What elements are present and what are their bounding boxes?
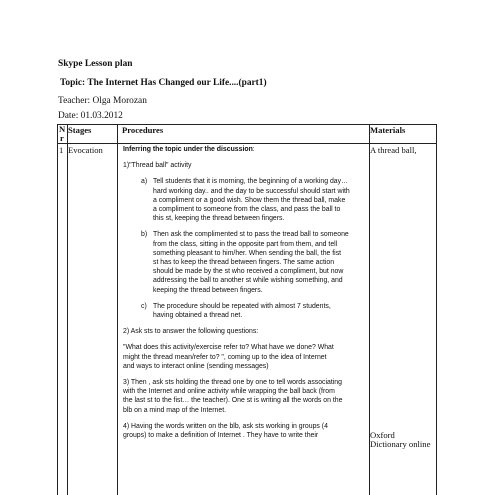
- item-line: st has to keep the thread between fingers. The same action: [153, 259, 335, 267]
- doc-title: Skype Lesson plan: [58, 59, 133, 69]
- header-nr-top: N: [59, 124, 66, 134]
- step-2: 2) Ask sts to answer the following questions:: [123, 328, 259, 336]
- materials-oxford-line2: Dictionary online: [370, 439, 431, 449]
- item-label: a): [141, 178, 148, 186]
- item-line: having obtained a thread net.: [153, 312, 243, 320]
- step-2-quote-line: might the thread mean/refer to? ", coming up to the idea of Internet: [123, 353, 327, 361]
- item-line: should be made by the st who received a compliment, but now: [153, 268, 344, 276]
- item-line: Tell students that it is morning, the beginning of a working day…: [153, 178, 348, 186]
- step-4-line: groups) to make a definition of Internet . They have to write their: [123, 432, 319, 440]
- header-row-divider: [58, 143, 436, 144]
- item-line: something pleasant to him/her. When sending the ball, the fist: [153, 249, 342, 257]
- activity-title: 1)"Thread ball" activity: [123, 162, 192, 170]
- materials-oxford-line1: Oxford: [370, 430, 395, 440]
- column-divider: [117, 125, 118, 495]
- column-divider: [67, 125, 68, 495]
- step-2-quote-line: "What does this activity/exercise refer to? What have we done? What: [123, 344, 334, 352]
- materials-thread-ball: A thread ball,: [370, 145, 417, 155]
- header-materials: Materials: [370, 125, 406, 135]
- procedures-cell: [123, 145, 365, 440]
- row-number: 1: [59, 145, 64, 155]
- item-label: c): [141, 302, 147, 310]
- step-3-line: with the Internet and online activity while wrapping the ball back (from: [123, 388, 335, 396]
- header-stages: Stages: [68, 125, 92, 135]
- item-line: keeping the thread between fingers.: [153, 286, 263, 294]
- procedure-heading-colon: :: [252, 146, 255, 153]
- item-line: The procedure should be repeated with almost 7 students,: [153, 302, 331, 310]
- item-line: this st, keeping the thread between fingers.: [153, 215, 285, 223]
- procedure-heading-text: Inferring the topic under the discussion: [123, 146, 253, 153]
- stage-evocation: Evocation: [68, 145, 103, 155]
- step-4-line: 4) Having the words written on the blb, ask sts working in groups (4: [123, 422, 328, 430]
- step-3-line: blb on a mind map of the Internet.: [123, 406, 227, 414]
- header-procedures: Procedures: [122, 125, 164, 135]
- step-3-line: the last st to the fist… the teacher). One st is writing all the words on the: [123, 397, 343, 405]
- teacher-line: Teacher: Olga Morozan: [58, 96, 147, 106]
- procedure-item-a: [123, 177, 365, 223]
- item-line: a compliment or a good wish. Show them the thread ball, make: [153, 196, 346, 204]
- item-line: a compliment to someone from the class, and pass the ball to: [153, 206, 341, 214]
- procedure-heading: [123, 145, 365, 154]
- item-line: addressing the ball to another st while wishing something, and: [153, 277, 343, 285]
- item-line: Then ask the complimented st to pass the tread ball to someone: [153, 231, 349, 239]
- date-line: Date: 01.03.2012: [58, 111, 123, 121]
- procedure-item-b: [123, 230, 365, 294]
- procedure-item-c: [123, 302, 365, 320]
- topic-line: Topic: The Internet Has Changed our Life....(part1): [60, 78, 267, 88]
- step-2-quote-line: and ways to interact online (sending messages): [123, 362, 269, 370]
- item-line: from the class, sitting in the opposite part from them, and tell: [153, 240, 338, 248]
- item-label: b): [141, 231, 148, 239]
- item-line: hard working day.. and the day to be successful should start with: [153, 187, 350, 195]
- header-nr-bottom: r: [60, 133, 64, 143]
- step-3-line: 3) Then , ask sts holding the thread one by one to tell words associating: [123, 379, 342, 387]
